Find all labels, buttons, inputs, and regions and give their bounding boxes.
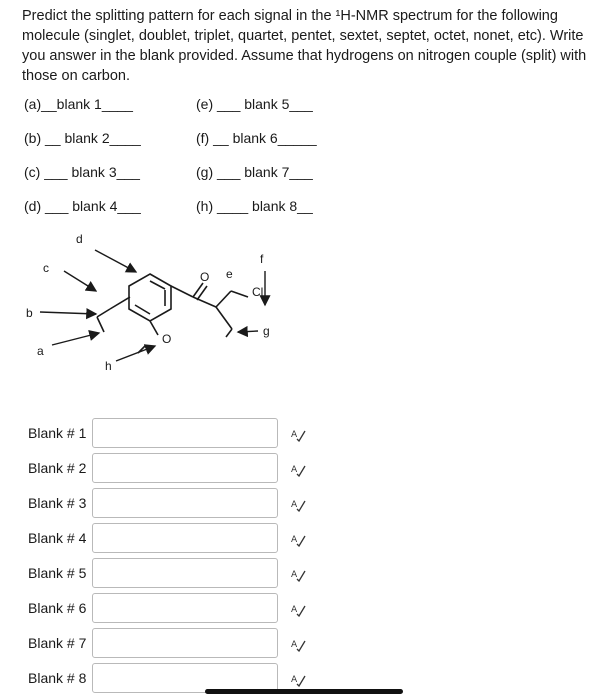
- svg-text:A: A: [291, 605, 298, 615]
- blank-row: [0, 418, 609, 450]
- svg-text:A: A: [291, 430, 298, 440]
- svg-text:A: A: [291, 535, 298, 545]
- label-a: a: [37, 344, 44, 358]
- svg-text:A: A: [291, 500, 298, 510]
- blank-label: Blank # 5: [28, 565, 87, 581]
- label-o-ether: O: [162, 332, 172, 346]
- bond: [150, 321, 158, 335]
- spellcheck-icon[interactable]: [290, 531, 306, 547]
- arrow-h: [116, 346, 155, 361]
- arrow-d: [95, 250, 136, 272]
- blank-5-input[interactable]: [92, 558, 278, 588]
- answer-line-h: (h) ____ blank 8__: [196, 198, 313, 214]
- spellcheck-icon[interactable]: [290, 601, 306, 617]
- blank-row: [0, 593, 609, 625]
- blank-label: Blank # 2: [28, 460, 87, 476]
- label-f: f: [260, 252, 264, 266]
- answer-line-c: (c) ___ blank 3___: [24, 164, 140, 180]
- svg-text:A: A: [291, 675, 298, 685]
- arrow-c: [64, 271, 96, 291]
- blank-row: [0, 453, 609, 485]
- blank-1-input[interactable]: [92, 418, 278, 448]
- blank-2-input[interactable]: [92, 453, 278, 483]
- label-o-carbonyl: O: [200, 270, 210, 284]
- answer-line-b: (b) __ blank 2____: [24, 130, 141, 146]
- question-text: Predict the splitting pattern for each signal in the ¹H-NMR spectrum for the following molecule (singlet, doublet, triplet, quartet, pentet, sextet, septet, octet, nonet, etc). Write you answer in the blank provided. Assume that hydrogens on nitrogen couple (split) with those on carbon.: [22, 8, 587, 84]
- label-c: c: [43, 261, 49, 275]
- answer-line-a: (a)__blank 1____: [24, 96, 133, 112]
- arrow-a: [52, 333, 99, 345]
- answer-line-e: (e) ___ blank 5___: [196, 96, 313, 112]
- spellcheck-icon[interactable]: [290, 671, 306, 687]
- spellcheck-icon[interactable]: [290, 496, 306, 512]
- blank-6-input[interactable]: [92, 593, 278, 623]
- arrow-b: [40, 312, 96, 314]
- blank-label: Blank # 4: [28, 530, 87, 546]
- blank-label: Blank # 6: [28, 600, 87, 616]
- aromatic-bond: [135, 305, 150, 314]
- spellcheck-icon[interactable]: [290, 636, 306, 652]
- blank-7-input[interactable]: [92, 628, 278, 658]
- svg-text:A: A: [291, 640, 298, 650]
- blank-row: [0, 523, 609, 555]
- blank-label: Blank # 7: [28, 635, 87, 651]
- bond: [110, 297, 130, 309]
- spellcheck-icon[interactable]: [290, 461, 306, 477]
- label-g: g: [263, 324, 270, 338]
- spellcheck-icon[interactable]: [290, 426, 306, 442]
- blank-row: [0, 488, 609, 520]
- bond: [97, 317, 104, 332]
- svg-text:A: A: [291, 570, 298, 580]
- spellcheck-icon[interactable]: [290, 566, 306, 582]
- bond: [171, 286, 193, 297]
- bond: [193, 297, 216, 307]
- molecule-structure: [0, 225, 340, 385]
- blank-row: [0, 558, 609, 590]
- home-indicator-bar: [205, 689, 403, 694]
- answer-line-g: (g) ___ blank 7___: [196, 164, 313, 180]
- arrow-g: [238, 331, 258, 332]
- bond: [216, 307, 232, 329]
- label-e: e: [226, 267, 233, 281]
- answer-line-d: (d) ___ blank 4___: [24, 198, 141, 214]
- bond: [97, 309, 110, 317]
- blank-4-input[interactable]: [92, 523, 278, 553]
- label-b: b: [26, 306, 33, 320]
- blank-label: Blank # 1: [28, 425, 87, 441]
- label-h: h: [105, 359, 112, 373]
- label-d: d: [76, 232, 83, 246]
- answer-line-f: (f) __ blank 6_____: [196, 130, 317, 146]
- blank-row: [0, 628, 609, 660]
- bond: [231, 291, 248, 297]
- bond: [226, 329, 232, 337]
- label-cl: Cl: [252, 285, 264, 299]
- bond: [216, 291, 231, 307]
- blank-label: Blank # 3: [28, 495, 87, 511]
- svg-text:A: A: [291, 465, 298, 475]
- blank-3-input[interactable]: [92, 488, 278, 518]
- blank-label: Blank # 8: [28, 670, 87, 686]
